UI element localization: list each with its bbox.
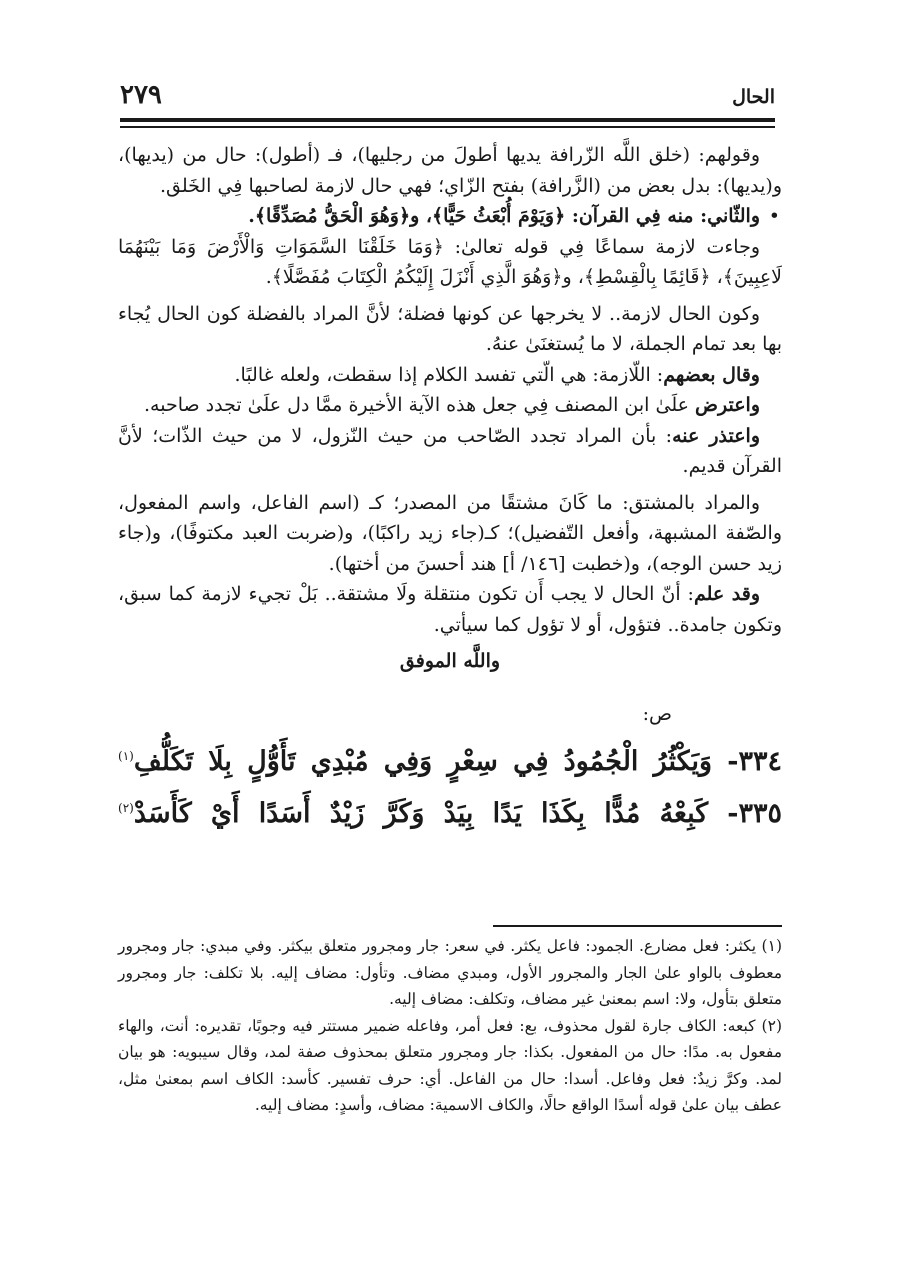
chapter-title: الحال (732, 86, 775, 108)
paragraph-3: وجاءت لازمة سماعًا فِي قوله تعالىٰ: ﴿وَمَا خَلَقْنَا السَّمَوَاتِ وَالْأَرْضَ وَمَا بَيْنَهُمَا لَاعِبِينَ﴾، ﴿قَائِمًا بِالْقِسْطِ﴾، و﴿وَهُوَ الَّذِي أَنْزَلَ إِلَيْكُمُ الْكِتَابَ مُفَصَّلًا﴾. (118, 235, 782, 288)
footnote-2-number: (٢) (761, 1016, 782, 1035)
paragraph-2-text: : منه فِي القرآن: ﴿وَيَوْمَ أُبْعَثُ حَيًّا﴾، و﴿وَهُوَ الْحَقُّ مُصَدِّقًا﴾. (248, 205, 708, 227)
paragraph-5-lead: وقال بعضهم (663, 363, 760, 386)
paragraph-6 (118, 390, 782, 421)
paragraph-7 (118, 421, 782, 482)
verse-334-text: ٣٣٤- وَيَكْثُرُ الْجُمُودُ فِي سِعْرٍ وَفِي مُبْدِي تَأَوُّلٍ بِلَا تَكَلُّفِ (133, 746, 782, 777)
paragraph-7-lead: واعتذر عنه (672, 424, 761, 447)
paragraph-9-lead: وقد علم (693, 583, 760, 605)
closing-phrase: واللَّه الموفق (399, 650, 501, 672)
footnote-ref-2: (٢) (118, 801, 134, 815)
footnote-2 (118, 1013, 782, 1119)
paragraph-4: وكون الحال لازمة.. لا يخرجها عن كونها فضلة؛ لأنَّ المراد بالفضلة كون الحال يُجاء بها بعد تمام الجملة، لا ما يُستغنَىٰ عنهُ. (118, 302, 782, 355)
footnote-1 (118, 933, 782, 1013)
verse-label: ص: (642, 702, 672, 725)
page-header (120, 78, 775, 118)
paragraph-9-text: : أنّ الحال لا يجب أَن تكون منتقلة ولَا مشتقة.. بَلْ تجيء لازمة كما سبق، وتكون جامدة.. فتؤول، أو لا تؤول كما سيأتي. (118, 583, 782, 636)
footnote-separator (493, 925, 782, 927)
verse-334 (118, 733, 782, 785)
footnote-ref-1: (١) (118, 749, 134, 763)
paragraph-5-text: : اللّازمة: هي الّتي تفسد الكلام إذا سقطت، ولعله غالبًا. (234, 363, 664, 386)
paragraph-6-text: علَىٰ ابن المصنف فِي جعل هذه الآية الأخيرة ممَّا دل علَىٰ تجدد صاحبه. (143, 394, 696, 416)
header-rule-thick (120, 118, 775, 122)
paragraph-9 (118, 579, 782, 640)
paragraph-5 (118, 360, 782, 391)
verse-335-text: ٣٣٥- كَبِعْهُ مُدًّا بِكَذَا يَدًا بِيَدْ وَكَرَّ زَيْدٌ أَسَدًا أَيْ كَأَسَدْ (133, 798, 782, 829)
footnote-1-text: يكثر: فعل مضارع. الجمود: فاعل يكثر. في سعر: جار ومجرور متعلق بيكثر. وفي مبدي: جار ومجرور معطوف بالواو علىٰ الجار والمجرور الأول، ومبدي مضاف. وتأول: مضاف إليه. بلا تكلف: جار ومجرور متعلق بتأول، ولا: اسم بمعنىٰ غير مضاف، وتكلف: مضاف إليه. (118, 937, 782, 1008)
paragraph-7-text: : بأن المراد تجدد الصّاحب من حيث النّزول، لا من حيث الذّات؛ لأنَّ القرآن قديم. (118, 424, 782, 477)
footnote-2-text: كبعه: الكاف جارة لقول محذوف، بع: فعل أمر، وفاعله ضمير مستتر فيه وجوبًا، تقديره: أنت، والهاء مفعول به. مدًا: حال من المفعول. بكذا: جار ومجرور متعلق بمحذوف صفة لمد، وقال سيبويه: هو بيان لمد. وكرَّ زيدٌ: فعل وفاعل. أسدا: حال من الفاعل. أي: حرف تفسير. كأسد: الكاف اسم بمعنىٰ مثل، عطف بيان علىٰ قوله أسدًا الواقع حالًا، والكاف الاسمية: مضاف، وأسدٍ: مضاف إليه. (118, 1016, 782, 1114)
footnotes (118, 933, 782, 1119)
paragraph-8: والمراد بالمشتق: ما كَانَ مشتقًا من المصدر؛ كـ (اسم الفاعل، واسم المفعول، والصّفة المشبهة، وأفعل التّفضيل)؛ كـ(جاء زيد راكبًا)، و(ضربت العبد مكتوفًا)، و(جاء زيد حسن الوجه)، و(خطبت [١٤٦/ أ] هند أحسنَ من أختها). (118, 491, 782, 575)
main-text (118, 140, 782, 837)
paragraph-2-lead: والثّاني (707, 205, 760, 227)
poem-verses (118, 733, 782, 837)
paragraph-2 (118, 201, 782, 232)
paragraph-6-lead: واعترض (695, 394, 760, 416)
bullet-point: • (768, 205, 780, 227)
paragraph-1: وقولهم: (خلق اللَّه الزّرافة يديها أطولَ من رجليها)، فـ (أطول): حال من (يديها)، و(يديها): بدل بعض من (الزَّرافة) بفتح الزّاي؛ فهي حال لازمة لصاحبها فِي الخَلق. (118, 144, 782, 197)
footnote-1-number: (١) (761, 937, 782, 955)
verse-335 (118, 785, 782, 837)
page-number: ٢٧٩ (120, 80, 162, 110)
header-rule-thin (120, 126, 775, 128)
